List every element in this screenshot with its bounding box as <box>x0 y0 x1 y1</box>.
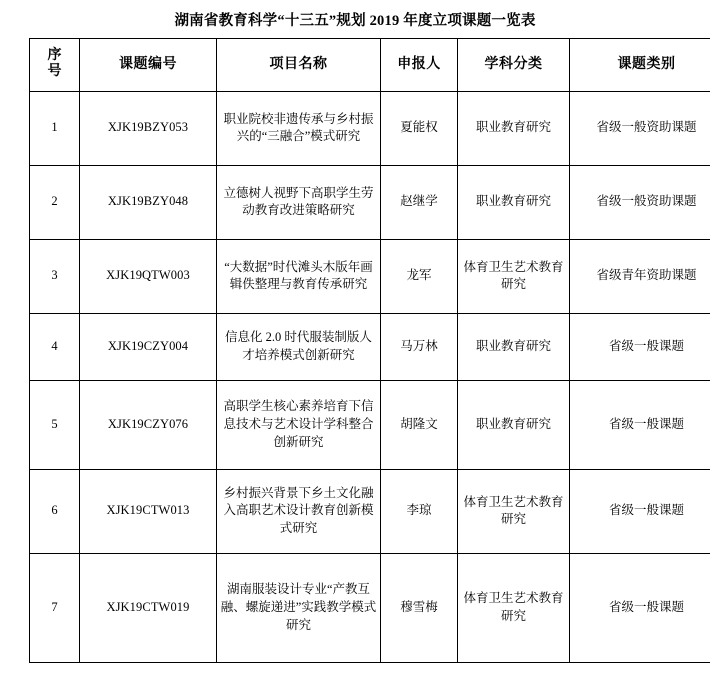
column-header-applicant: 申报人 <box>381 38 458 91</box>
cell-applicant: 赵继学 <box>381 165 458 239</box>
table-header-row <box>30 38 710 91</box>
cell-project-type: 省级一般课题 <box>570 553 710 662</box>
cell-code: XJK19CZY076 <box>80 380 217 469</box>
table-row <box>30 239 710 313</box>
cell-code: XJK19BZY048 <box>80 165 217 239</box>
cell-sequence: 5 <box>30 380 80 469</box>
cell-project-type: 省级一般课题 <box>570 313 710 380</box>
cell-project-name: 职业院校非遗传承与乡村振兴的“三融合”模式研究 <box>217 91 381 165</box>
cell-project-name: 乡村振兴背景下乡土文化融入高职艺术设计教育创新模式研究 <box>217 469 381 553</box>
page-title: 湖南省教育科学“十三五”规划 2019 年度立项课题一览表 <box>174 13 536 29</box>
cell-project-type: 省级一般资助课题 <box>570 165 710 239</box>
cell-discipline: 职业教育研究 <box>458 380 570 469</box>
column-header-sequence-label: 序号 <box>47 47 62 79</box>
cell-project-name: 立德树人视野下高职学生劳动教育改进策略研究 <box>217 165 381 239</box>
cell-discipline: 职业教育研究 <box>458 165 570 239</box>
cell-applicant: 李琼 <box>381 469 458 553</box>
column-header-discipline: 学科分类 <box>458 38 570 91</box>
project-listing-table <box>29 38 710 663</box>
table-container <box>0 38 710 663</box>
cell-discipline: 职业教育研究 <box>458 91 570 165</box>
cell-sequence: 3 <box>30 239 80 313</box>
cell-project-type: 省级一般课题 <box>570 380 710 469</box>
cell-project-type: 省级一般资助课题 <box>570 91 710 165</box>
cell-applicant: 夏能权 <box>381 91 458 165</box>
cell-code: XJK19QTW003 <box>80 239 217 313</box>
table-body <box>30 91 710 662</box>
cell-project-type: 省级青年资助课题 <box>570 239 710 313</box>
cell-sequence: 7 <box>30 553 80 662</box>
table-row <box>30 380 710 469</box>
cell-applicant: 穆雪梅 <box>381 553 458 662</box>
cell-sequence: 6 <box>30 469 80 553</box>
cell-discipline: 职业教育研究 <box>458 313 570 380</box>
column-header-code: 课题编号 <box>80 38 217 91</box>
cell-code: XJK19BZY053 <box>80 91 217 165</box>
column-header-project-name: 项目名称 <box>217 38 381 91</box>
cell-applicant: 龙军 <box>381 239 458 313</box>
cell-discipline: 体育卫生艺术教育研究 <box>458 239 570 313</box>
table-row <box>30 553 710 662</box>
column-header-project-type: 课题类别 <box>570 38 710 91</box>
cell-code: XJK19CZY004 <box>80 313 217 380</box>
table-row <box>30 469 710 553</box>
cell-project-name: 信息化 2.0 时代服装制版人才培养模式创新研究 <box>217 313 381 380</box>
table-row <box>30 165 710 239</box>
cell-project-name: 湖南服装设计专业“产教互融、螺旋递进”实践教学模式研究 <box>217 553 381 662</box>
cell-project-name: “大数据”时代滩头木版年画辑佚整理与教育传承研究 <box>217 239 381 313</box>
cell-discipline: 体育卫生艺术教育研究 <box>458 553 570 662</box>
table-row <box>30 91 710 165</box>
table-row <box>30 313 710 380</box>
cell-discipline: 体育卫生艺术教育研究 <box>458 469 570 553</box>
cell-applicant: 胡隆文 <box>381 380 458 469</box>
cell-sequence: 1 <box>30 91 80 165</box>
column-header-sequence <box>30 38 80 91</box>
cell-sequence: 4 <box>30 313 80 380</box>
cell-applicant: 马万林 <box>381 313 458 380</box>
cell-project-name: 高职学生核心素养培育下信息技术与艺术设计学科整合创新研究 <box>217 380 381 469</box>
cell-sequence: 2 <box>30 165 80 239</box>
cell-code: XJK19CTW019 <box>80 553 217 662</box>
cell-code: XJK19CTW013 <box>80 469 217 553</box>
table-header <box>30 38 710 91</box>
cell-project-type: 省级一般课题 <box>570 469 710 553</box>
